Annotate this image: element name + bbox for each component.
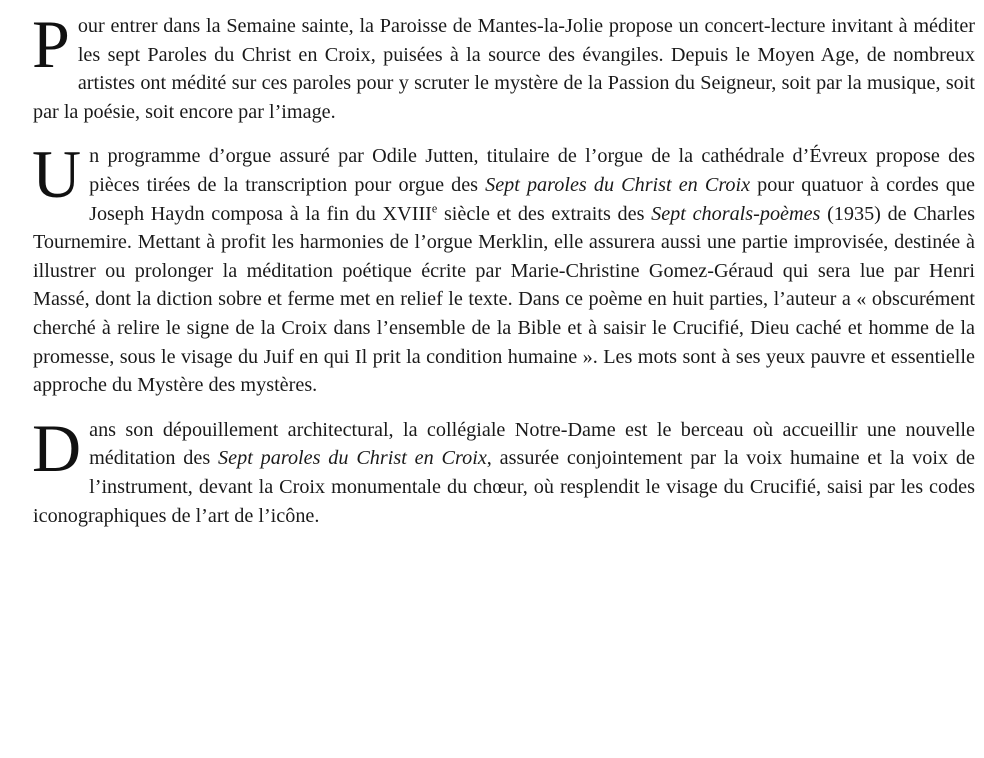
paragraph-text: n programme d’orgue assuré par Odile Jutten, titulaire de l’orgue de la cathédrale d’Évreux propose des pièces tirées de la transcription pour orgue des bbox=[89, 145, 975, 196]
paragraph-collegiale bbox=[32, 409, 975, 530]
document-page bbox=[32, 6, 975, 530]
drop-cap: P bbox=[32, 6, 70, 82]
work-title: Sept chorals-poèmes bbox=[651, 202, 821, 225]
paragraph-text: pour quatuor à cordes que Joseph Haydn composa à la fin du XVIII bbox=[89, 173, 975, 225]
superscript: e bbox=[431, 200, 438, 215]
work-title: Sept paroles du Christ en Croix bbox=[218, 447, 487, 470]
paragraph-text: (1935) de Charles Tournemire. Mettant à profit les harmonies de l’orgue Merklin, elle assurera aussi une partie improvisée, destinée à illustrer ou prolonger la méditation poétique écrite par Marie-Christine Gomez-Géraud qui sera lue par Henri Massé, dont la diction sobre et ferme met en relief le texte. Dans ce poème en huit parties, l’auteur a « obscurément cherché à relire le signe de la Croix dans l’ensemble de la Bible et à saisir le Crucifié, Dieu caché et homme de la promesse, sous le visage du Juif en qui Il prit la condition humaine ». Les mots sont à ses yeux pauvre et essentielle approche du Mystère des mystères. bbox=[33, 202, 975, 397]
drop-cap: D bbox=[32, 409, 82, 486]
work-title: Sept paroles du Christ en Croix bbox=[485, 173, 751, 196]
paragraph-text: siècle et des extraits des bbox=[437, 202, 652, 225]
drop-cap: U bbox=[32, 136, 82, 213]
paragraph-text: our entrer dans la Semaine sainte, la Paroisse de Mantes-la-Jolie propose un concert-lecture invitant à méditer les sept Paroles du Christ en Croix, puisées à la source des évangiles. Depuis le Moyen Age, de nombreux artistes ont médité sur ces paroles pour y scruter le mystère de la Passion du Seigneur, soit par la musique, soit par la poésie, soit encore par l’image. bbox=[33, 15, 975, 123]
paragraph-intro bbox=[32, 6, 975, 126]
paragraph-text: , assurée conjointement par la voix humaine et la voix de l’instrument, devant la Croix monumentale du chœur, où resplendit le visage du Crucifié, saisi par les codes iconographiques de l’art de l’icône. bbox=[33, 447, 975, 527]
paragraph-organ-program bbox=[32, 136, 975, 399]
paragraph-text: ans son dépouillement architectural, la collégiale Notre-Dame est le berceau où accueillir une nouvelle méditation des bbox=[89, 418, 975, 470]
